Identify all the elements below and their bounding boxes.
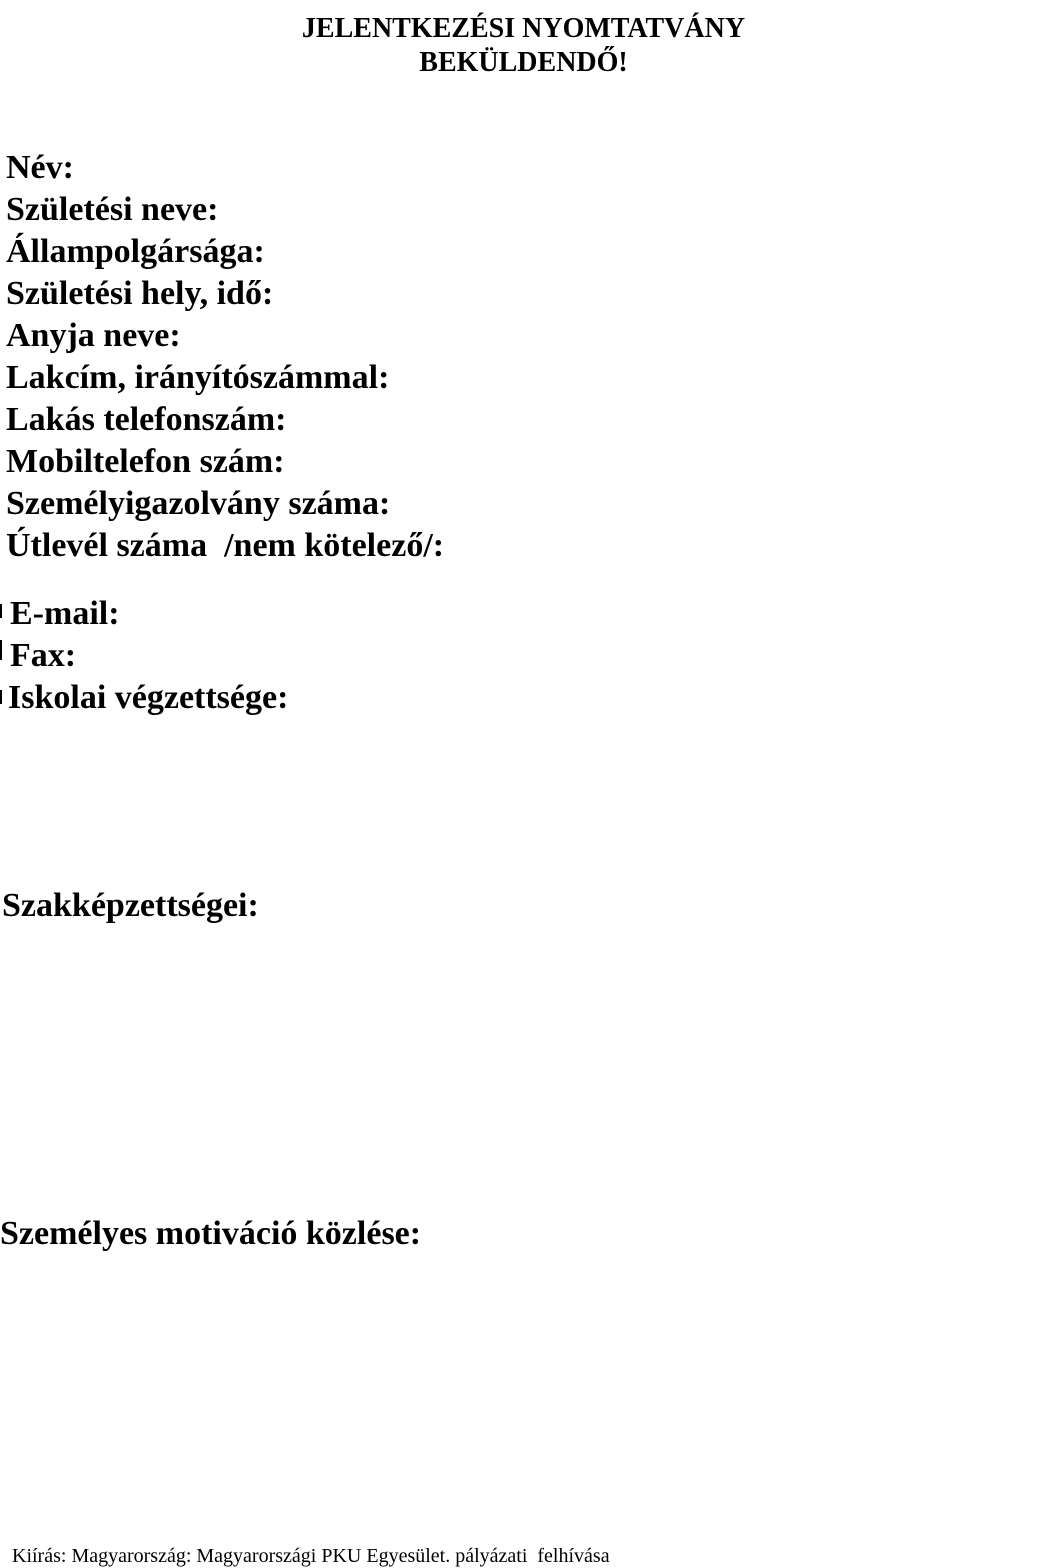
section-szakkepzettsegei: Szakképzettségei: [2,887,259,924]
footer-note [2,1520,610,1568]
list-marker [0,690,5,704]
field-fax: Fax: [10,637,77,674]
field-anyja-neve: Anyja neve: [6,317,181,354]
form-subtitle: BEKÜLDENDŐ! [419,47,628,78]
form-title: JELENTKEZÉSI NYOMTATVÁNY [301,13,746,44]
field-iskolai-vegzettsege: Iskolai végzettsége: [8,679,289,716]
list-marker [0,604,5,618]
footer-text: Magyarország: Magyarországi PKU Egyesület. pályázati felhívása [66,1545,610,1567]
field-lakcim: Lakcím, irányítószámmal: [6,359,390,396]
field-lakas-telefon: Lakás telefonszám: [6,401,287,438]
field-email: E-mail: [10,595,120,632]
field-szemelyigazolvany: Személyigazolvány száma: [6,485,391,522]
footer-label: Kiírás: [12,1545,67,1567]
field-utlevel: Útlevél száma /nem kötelező/: [6,527,445,564]
field-allampolgarsaga: Állampolgársága: [6,233,265,270]
field-szuletesi-neve: Születési neve: [6,191,219,228]
field-szuletesi-hely-ido: Születési hely, idő: [6,275,274,312]
field-mobiltelefon: Mobiltelefon szám: [6,443,285,480]
list-marker [0,646,5,660]
form-header [0,12,1047,80]
section-motivacio: Személyes motiváció közlése: [0,1215,422,1252]
field-nev: Név: [6,149,74,186]
